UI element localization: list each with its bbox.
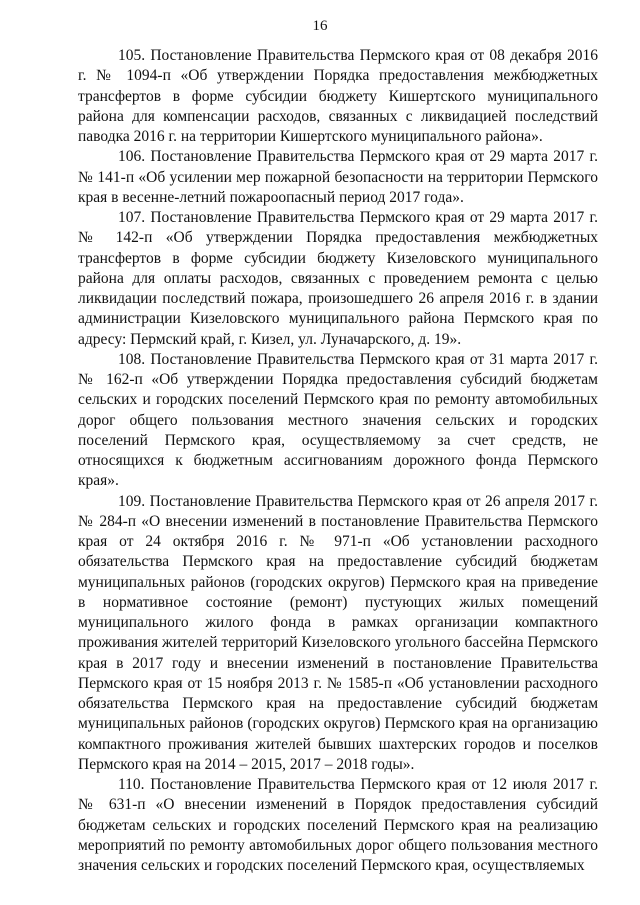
document-body (78, 46, 598, 876)
list-item-106: 106. Постановление Правительства Пермского края от 29 марта 2017 г. № 141-п «Об усилении мер пожарной безопасности на территории Пермского края в весенне-летний пожароопасный период 2017 года». (78, 148, 598, 206)
page-number: 16 (312, 18, 328, 34)
list-item-107: 107. Постановление Правительства Пермского края от 29 марта 2017 г. № 142-п «Об утверждении Порядка предоставления межбюджетных трансфертов в форме субсидии бюджету Кизеловского муниципального района для оплаты расходов, связанных с проведением ремонта с целью ликвидации последствий пожара, произошедшего 26 апреля 2016 г. в здании администрации Кизеловского муниципального района Пермского края по адресу: Пермский край, г. Кизел, ул. Луначарского, д. 19». (78, 209, 598, 348)
list-item-110: 110. Постановление Правительства Пермского края от 12 июля 2017 г. № 631-п «О внесении изменений в Порядок предоставления субсидий бюджетам сельских и городских поселений Пермского края на реализацию мероприятий по ремонту автомобильных дорог общего пользования местного значения сельских и городских поселений Пермского края, осуществляемых (78, 776, 598, 874)
list-item-108: 108. Постановление Правительства Пермского края от 31 марта 2017 г. № 162-п «Об утверждении Порядка предоставления субсидий бюджетам сельских и городских поселений Пермского края по ремонту автомобильных дорог общего пользования местного значения сельских и городских поселений Пермского края, осуществляемому за счет средств, не относящихся к бюджетным ассигнованиям дорожного фонда Пермского края». (78, 350, 598, 490)
list-item-105: 105. Постановление Правительства Пермского края от 08 декабря 2016 г. № 1094-п «Об утверждении Порядка предоставления межбюджетных трансфертов в форме субсидии бюджету Кишертского муниципального района для компенсации расходов, связанных с ликвидацией последствий паводка 2016 г. на территории Кишертского муниципального района». (78, 47, 598, 145)
list-item-109: 109. Постановление Правительства Пермского края от 26 апреля 2017 г. № 284-п «О внесении изменений в постановление Правительства Пермского края от 24 октября 2016 г. № 971-п «Об установлении расходного обязательства Пермского края на предоставление субсидий бюджетам муниципальных районов (городских округов) Пермского края на приведение в нормативное состояние (ремонт) пустующих жилых помещений муниципального жилого фонда в рамках организации компактного проживания жителей территорий Кизеловского угольного бассейна Пермского края в 2017 году и внесении изменений в постановление Правительства Пермского края от 15 ноября 2013 г. № 1585-п «Об установлении расходного обязательства Пермского края на предоставление субсидий бюджетам муниципальных районов (городских округов) Пермского края на организацию компактного проживания жителей бывших шахтерских городов и поселков Пермского края на 2014 – 2015, 2017 – 2018 годы». (78, 492, 598, 773)
